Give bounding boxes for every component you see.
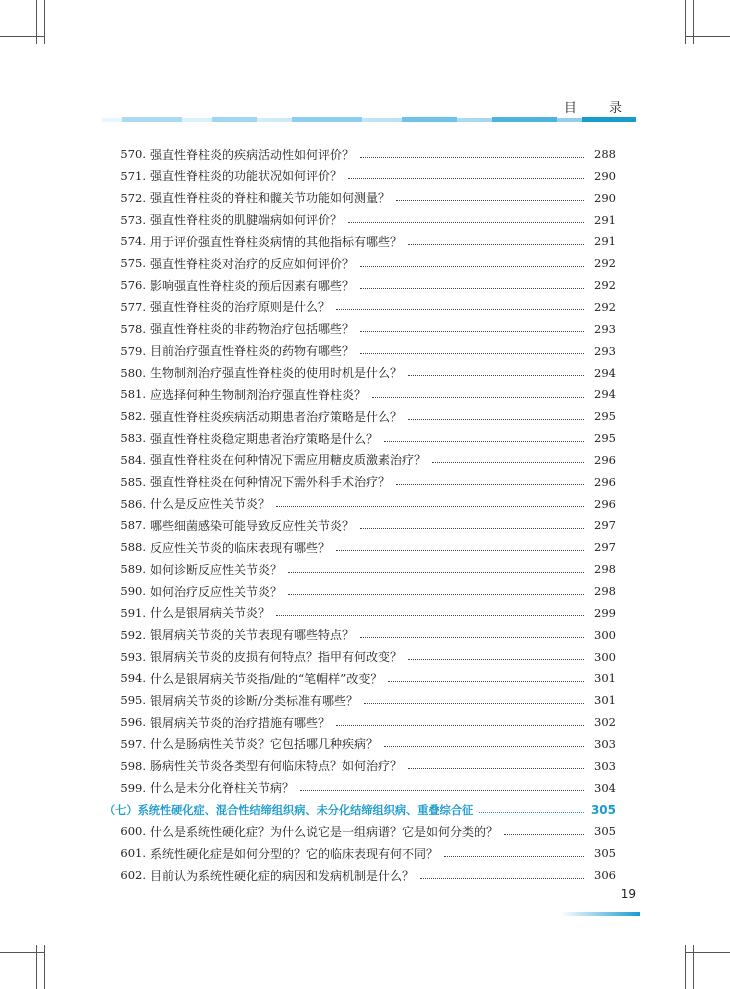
toc-leader-dots [348, 210, 584, 223]
toc-entry-title: 强直性脊柱炎疾病活动期患者治疗策略是什么？ [150, 409, 403, 424]
toc-entry[interactable] [113, 777, 616, 799]
toc-entry-page: 298 [594, 562, 616, 577]
toc-entry-title: 目前治疗强直性脊柱炎的药物有哪些？ [150, 344, 355, 359]
toc-leader-dots [348, 166, 584, 179]
toc-leader-dots [408, 756, 584, 769]
toc-entry-page: 296 [594, 474, 616, 489]
toc-entry[interactable] [113, 733, 616, 755]
toc-entry-page: 305 [590, 802, 616, 817]
toc-entry-title: 用于评价强直性脊柱炎病情的其他指标有哪些？ [150, 234, 403, 249]
toc-entry-page: 296 [594, 496, 616, 511]
toc-entry-title: 如何诊断反应性关节炎？ [150, 562, 283, 577]
toc-entry-title: 反应性关节炎的临床表现有哪些？ [150, 540, 331, 555]
toc-entry-page: 295 [594, 409, 616, 424]
toc-leader-dots [444, 844, 584, 857]
toc-entry-page: 299 [594, 605, 616, 620]
toc-entry[interactable] [113, 493, 616, 515]
toc-entry[interactable] [113, 842, 616, 864]
toc-entry-title: 什么是肠病性关节炎？它包括哪几种疾病？ [150, 737, 379, 752]
toc-entry-title: 银屑病关节炎的治疗措施有哪些？ [150, 715, 331, 730]
toc-leader-dots [360, 341, 584, 354]
toc-leader-dots [408, 407, 584, 420]
toc-leader-dots [504, 822, 584, 835]
toc-entry-number: 577. [120, 299, 146, 314]
toc-entry-number: 590. [120, 584, 146, 598]
toc-entry-number: 583. [120, 431, 146, 446]
toc-entry-page: 292 [594, 256, 616, 271]
toc-entry-number: 581. [120, 387, 146, 402]
toc-entry-number: 594. [120, 671, 146, 686]
toc-entry-number: 576. [120, 278, 146, 293]
toc-entry-number: 591. [120, 605, 146, 620]
toc-entry-page: 294 [594, 365, 616, 380]
toc-entry-page: 291 [594, 234, 616, 249]
toc-entry-number: 574. [120, 234, 146, 249]
toc-entry-title: 强直性脊柱炎的非药物治疗包括哪些？ [150, 322, 355, 337]
toc-entry-title: 生物制剂治疗强直性脊柱炎的使用时机是什么？ [150, 366, 403, 380]
toc-entry-page: 301 [594, 693, 616, 708]
toc-entry[interactable] [113, 405, 616, 427]
toc-entry-title: 银屑病关节炎的关节表现有哪些特点？ [150, 628, 355, 643]
toc-entry-title: 肠病性关节炎各类型有何临床特点？如何治疗？ [150, 759, 403, 774]
toc-entry[interactable] [113, 820, 616, 842]
toc-entry-number: 587. [120, 518, 146, 533]
toc-entry[interactable] [113, 449, 616, 471]
toc-entry-number: 588. [120, 540, 146, 555]
toc-leader-dots [360, 625, 584, 638]
toc-leader-dots [336, 538, 584, 551]
toc-entry-number: 597. [120, 736, 146, 751]
toc-entry-page: 293 [594, 343, 616, 358]
toc-entry-page: 306 [594, 868, 616, 883]
toc-entry-title: 如何治疗反应性关节炎？ [150, 584, 283, 599]
toc-entry-number: 595. [120, 693, 146, 708]
toc-entry-number: 596. [120, 715, 146, 730]
toc-entry[interactable] [113, 602, 616, 624]
toc-leader-dots [288, 560, 584, 573]
toc-entry-title: 强直性脊柱炎的治疗原则是什么？ [150, 300, 331, 315]
toc-entry[interactable] [113, 209, 616, 231]
toc-entry-title: 系统性硬化症是如何分型的？它的临床表现有何不同？ [150, 846, 439, 861]
toc-entry[interactable] [113, 318, 616, 340]
toc-leader-dots [364, 691, 584, 704]
footer-decorative-band [560, 902, 640, 908]
toc-entry-page: 300 [594, 627, 616, 642]
toc-entry-number: 593. [120, 649, 146, 664]
toc-entry-page: 293 [594, 321, 616, 336]
toc-entry-title: 什么是银屑病关节炎指/趾的“笔帽样”改变？ [150, 671, 383, 686]
toc-leader-dots [384, 734, 584, 747]
toc-leader-dots [360, 145, 584, 158]
toc-entry[interactable] [113, 187, 616, 209]
toc-entry-number: 599. [120, 780, 146, 795]
toc-entry[interactable] [113, 383, 616, 405]
toc-entry-number: 575. [120, 256, 146, 271]
toc-entry-page: 290 [594, 168, 616, 183]
toc-entry[interactable] [113, 230, 616, 252]
toc-leader-dots [420, 866, 584, 879]
toc-entry[interactable] [113, 471, 616, 493]
toc-leader-dots [372, 385, 584, 398]
toc-entry-page: 298 [594, 584, 616, 598]
toc-entry-title: 强直性脊柱炎的肌腱端病如何评价？ [150, 213, 343, 228]
toc-leader-dots [479, 800, 584, 813]
toc-entry-page: 304 [594, 780, 616, 795]
toc-entry-page: 294 [594, 387, 616, 402]
toc-entry[interactable] [113, 143, 616, 165]
toc-entry-number: 586. [120, 496, 146, 511]
toc-entry-title: 什么是反应性关节炎？ [150, 497, 271, 512]
toc-entry-number: 589. [120, 562, 146, 577]
toc-entry[interactable] [113, 514, 616, 536]
toc-entry[interactable] [113, 667, 616, 689]
toc-entry-page: 297 [594, 540, 616, 555]
toc-leader-dots [408, 363, 584, 376]
toc-entry-number: 572. [120, 190, 146, 205]
toc-leader-dots [336, 297, 584, 310]
toc-leader-dots [360, 276, 584, 289]
toc-entry-page: 290 [594, 190, 616, 205]
toc-leader-dots [336, 713, 584, 726]
toc-entry-number: 570. [120, 147, 146, 161]
toc-entry-number: 601. [120, 846, 146, 861]
toc-leader-dots [432, 450, 584, 463]
toc-entry[interactable] [113, 296, 616, 318]
toc-entry-page: 296 [594, 452, 616, 467]
toc-entry-page: 301 [594, 671, 616, 686]
toc-leader-dots [276, 603, 584, 616]
toc-leader-dots [396, 188, 584, 201]
toc-entry-title: 强直性脊柱炎对治疗的反应如何评价？ [150, 256, 355, 271]
toc-entry-number: 585. [120, 474, 146, 489]
toc-entry[interactable] [113, 340, 616, 362]
toc-entry-number: 571. [120, 168, 146, 183]
toc-leader-dots [360, 516, 584, 529]
toc-entry-title: 强直性脊柱炎的功能状况如何评价？ [150, 169, 343, 184]
toc-entry-number: 602. [120, 868, 146, 883]
toc-entry-page: 305 [594, 846, 616, 861]
toc-leader-dots [388, 669, 584, 682]
toc-entry-title: 强直性脊柱炎在何种情况下需应用糖皮质激素治疗？ [150, 453, 427, 468]
toc-entry-number: 592. [120, 627, 146, 642]
toc-leader-dots [288, 582, 584, 595]
toc-entry-page: 302 [594, 715, 616, 730]
toc-entry[interactable] [113, 646, 616, 668]
toc-entry-page: 300 [594, 649, 616, 664]
toc-entry-title: 影响强直性脊柱炎的预后因素有哪些？ [150, 278, 355, 293]
toc-entry[interactable] [113, 864, 616, 886]
running-header-title: 目 录 [563, 101, 636, 116]
toc-entry[interactable] [113, 711, 616, 733]
toc-entry[interactable] [113, 558, 616, 580]
toc-entry-title: 银屑病关节炎的诊断/分类标准有哪些？ [150, 693, 359, 708]
toc-entry-page: 295 [594, 431, 616, 446]
toc-entry-number: 580. [120, 365, 146, 380]
toc-leader-dots [360, 254, 584, 267]
toc-entry-number: 598. [120, 758, 146, 773]
toc-entry-number: 579. [120, 343, 146, 358]
toc-entry-number: 573. [120, 212, 146, 227]
header-decorative-band [102, 116, 636, 124]
toc-entry-title: 强直性脊柱炎的脊柱和髋关节功能如何测量？ [150, 191, 391, 206]
toc-entry-title: 银屑病关节炎的皮损有何特点？指甲有何改变？ [150, 650, 403, 665]
toc-entry-title: 应选择何种生物制剂治疗强直性脊柱炎？ [150, 387, 367, 402]
toc-leader-dots [360, 319, 584, 332]
toc-entry[interactable] [113, 274, 616, 296]
toc-leader-dots [408, 647, 584, 660]
toc-entry[interactable] [113, 689, 616, 711]
toc-entry[interactable] [113, 252, 616, 274]
page-number: 19 [620, 887, 636, 901]
toc-entry[interactable] [113, 165, 616, 187]
toc-section-heading[interactable] [104, 799, 616, 821]
toc-entry[interactable] [113, 755, 616, 777]
toc-entry-title: 哪些细菌感染可能导致反应性关节炎？ [150, 518, 355, 533]
toc-entry-page: 288 [594, 147, 616, 161]
toc-entry-title: 强直性脊柱炎稳定期患者治疗策略是什么？ [150, 431, 379, 446]
toc-leader-dots [276, 494, 584, 507]
toc-entry[interactable] [113, 362, 616, 384]
toc-entry-title: 什么是未分化脊柱关节病？ [150, 781, 295, 796]
toc-entry-title: 强直性脊柱炎在何种情况下需外科手术治疗？ [150, 475, 391, 490]
toc-entry-title: 强直性脊柱炎的疾病活动性如何评价？ [150, 147, 355, 162]
toc-entry-number: 600. [120, 824, 146, 839]
toc-entry[interactable] [113, 427, 616, 449]
toc-entry-page: 292 [594, 278, 616, 293]
toc-entry-number: 582. [120, 409, 146, 424]
toc-entry-title: 什么是系统性硬化症？为什么说它是一组病谱？它是如何分类的？ [150, 824, 499, 839]
toc-entry[interactable] [113, 580, 616, 602]
toc-entry[interactable] [113, 624, 616, 646]
toc-entry-page: 297 [594, 518, 616, 533]
toc-entry-title: （七）系统性硬化症、混合性结缔组织病、未分化结缔组织病、重叠综合征 [104, 803, 474, 817]
toc-leader-dots [300, 778, 584, 791]
toc-entry-page: 303 [594, 736, 616, 751]
toc-entry-number: 584. [120, 452, 146, 467]
toc-entry-page: 292 [594, 299, 616, 314]
toc-leader-dots [396, 472, 584, 485]
toc-entry[interactable] [113, 536, 616, 558]
toc-entry-title: 目前认为系统性硬化症的病因和发病机制是什么？ [150, 868, 415, 883]
toc-leader-dots [384, 429, 584, 442]
toc-leader-dots [408, 232, 584, 245]
toc-entry-page: 305 [594, 824, 616, 839]
toc-entry-page: 291 [594, 212, 616, 227]
toc-entry-title: 什么是银屑病关节炎？ [150, 606, 271, 621]
toc-entry-number: 578. [120, 321, 146, 336]
toc-entry-page: 303 [594, 758, 616, 773]
